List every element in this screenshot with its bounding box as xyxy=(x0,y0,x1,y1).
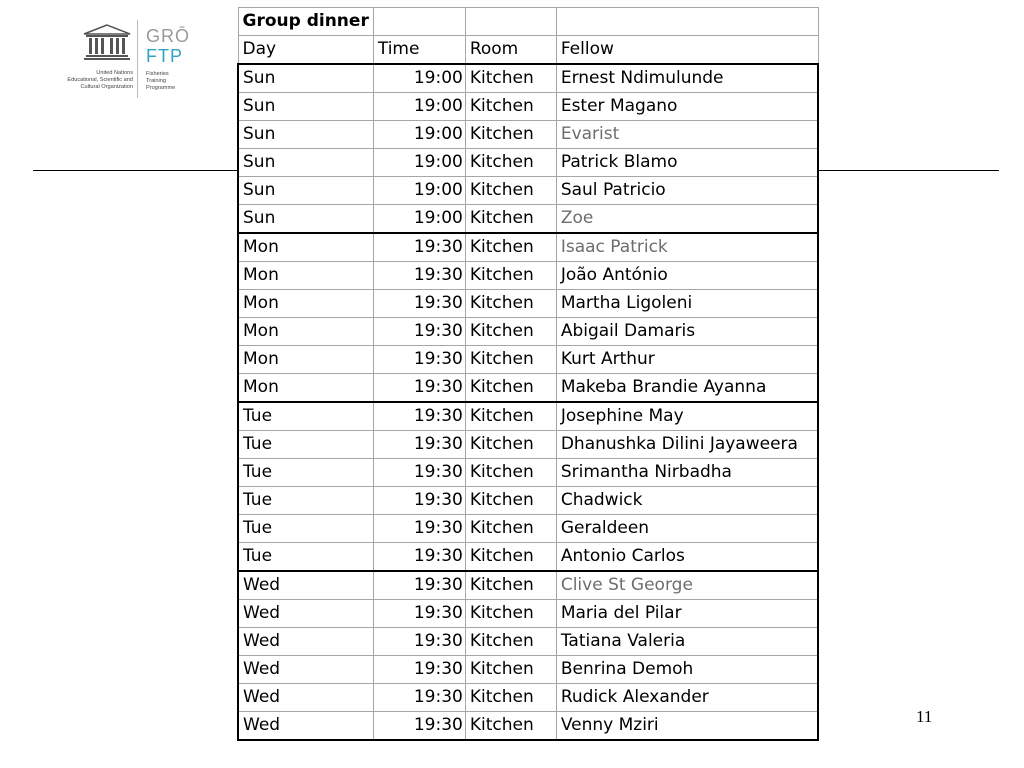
cell-day: Wed xyxy=(238,600,373,628)
cell-room: Kitchen xyxy=(465,459,556,487)
cell-fellow: Geraldeen xyxy=(556,515,818,543)
cell-room: Kitchen xyxy=(465,233,556,262)
cell-room: Kitchen xyxy=(465,431,556,459)
cell-room: Kitchen xyxy=(465,149,556,177)
cell-room: Kitchen xyxy=(465,346,556,374)
cell-fellow: Kurt Arthur xyxy=(556,346,818,374)
table-row xyxy=(238,600,818,628)
cell-room: Kitchen xyxy=(465,515,556,543)
table-row xyxy=(238,374,818,403)
table-row xyxy=(238,459,818,487)
table-row xyxy=(238,487,818,515)
cell-room: Kitchen xyxy=(465,712,556,741)
cell-room: Kitchen xyxy=(465,600,556,628)
cell-fellow: Benrina Demoh xyxy=(556,656,818,684)
cell-day: Mon xyxy=(238,233,373,262)
header-time: Time xyxy=(373,36,465,65)
header-room: Room xyxy=(465,36,556,65)
cell-day: Wed xyxy=(238,656,373,684)
table-row xyxy=(238,177,818,205)
table-row xyxy=(238,121,818,149)
table-row xyxy=(238,93,818,121)
table-row xyxy=(238,402,818,431)
cell-fellow: Antonio Carlos xyxy=(556,543,818,572)
cell-time: 19:30 xyxy=(373,233,465,262)
page-number: 11 xyxy=(916,707,933,726)
cell-fellow: Maria del Pilar xyxy=(556,600,818,628)
cell-room: Kitchen xyxy=(465,487,556,515)
cell-room: Kitchen xyxy=(465,684,556,712)
cell-day: Wed xyxy=(238,628,373,656)
cell-day: Sun xyxy=(238,205,373,234)
cell-time: 19:00 xyxy=(373,205,465,234)
cell-day: Mon xyxy=(238,262,373,290)
cell-fellow: Srimantha Nirbadha xyxy=(556,459,818,487)
cell-fellow: Patrick Blamo xyxy=(556,149,818,177)
cell-room: Kitchen xyxy=(465,177,556,205)
cell-fellow: Evarist xyxy=(556,121,818,149)
logo-divider xyxy=(137,20,138,98)
cell-time: 19:30 xyxy=(373,600,465,628)
cell-time: 19:30 xyxy=(373,487,465,515)
cell-day: Wed xyxy=(238,712,373,741)
cell-time: 19:00 xyxy=(373,121,465,149)
cell-time: 19:30 xyxy=(373,402,465,431)
table-row xyxy=(238,233,818,262)
cell-fellow: Makeba Brandie Ayanna xyxy=(556,374,818,403)
cell-time: 19:30 xyxy=(373,459,465,487)
cell-room: Kitchen xyxy=(465,262,556,290)
gro-line: Fisheries xyxy=(146,71,169,77)
logo-group xyxy=(56,18,196,98)
cell-room: Kitchen xyxy=(465,121,556,149)
table-row xyxy=(238,290,818,318)
table-row xyxy=(238,205,818,234)
cell-day: Tue xyxy=(238,515,373,543)
cell-fellow: Abigail Damaris xyxy=(556,318,818,346)
gro-line: Programme xyxy=(146,85,176,91)
table-row xyxy=(238,628,818,656)
unesco-temple-icon xyxy=(82,24,132,60)
cell-day: Sun xyxy=(238,93,373,121)
cell-time: 19:30 xyxy=(373,571,465,600)
cell-fellow: Dhanushka Dilini Jayaweera xyxy=(556,431,818,459)
empty-cell xyxy=(465,8,556,36)
cell-day: Wed xyxy=(238,684,373,712)
empty-cell xyxy=(373,8,465,36)
cell-day: Wed xyxy=(238,571,373,600)
table-header-row xyxy=(238,36,818,65)
cell-time: 19:30 xyxy=(373,374,465,403)
cell-day: Sun xyxy=(238,177,373,205)
cell-time: 19:30 xyxy=(373,515,465,543)
cell-fellow: Ernest Ndimulunde xyxy=(556,64,818,93)
table-row xyxy=(238,515,818,543)
header-day: Day xyxy=(238,36,373,65)
cell-fellow: Josephine May xyxy=(556,402,818,431)
cell-day: Mon xyxy=(238,318,373,346)
table-row xyxy=(238,571,818,600)
unesco-caption xyxy=(56,70,133,91)
table-row xyxy=(238,262,818,290)
table-row xyxy=(238,64,818,93)
cell-day: Tue xyxy=(238,487,373,515)
cell-fellow: Venny Mziri xyxy=(556,712,818,741)
cell-room: Kitchen xyxy=(465,656,556,684)
cell-room: Kitchen xyxy=(465,64,556,93)
cell-day: Tue xyxy=(238,402,373,431)
cell-fellow: Chadwick xyxy=(556,487,818,515)
cell-fellow: Ester Magano xyxy=(556,93,818,121)
empty-cell xyxy=(556,8,818,36)
cell-time: 19:30 xyxy=(373,431,465,459)
cell-room: Kitchen xyxy=(465,318,556,346)
cell-time: 19:30 xyxy=(373,684,465,712)
header-fellow: Fellow xyxy=(556,36,818,65)
cell-room: Kitchen xyxy=(465,571,556,600)
cell-room: Kitchen xyxy=(465,93,556,121)
table-row xyxy=(238,712,818,741)
cell-time: 19:00 xyxy=(373,93,465,121)
cell-day: Tue xyxy=(238,431,373,459)
cell-time: 19:30 xyxy=(373,628,465,656)
cell-day: Mon xyxy=(238,290,373,318)
table-row xyxy=(238,346,818,374)
cell-time: 19:00 xyxy=(373,149,465,177)
cell-room: Kitchen xyxy=(465,402,556,431)
gro-line: Training xyxy=(146,78,167,84)
unesco-line: United Nations xyxy=(96,70,133,76)
unesco-line: Cultural Organization xyxy=(80,84,133,90)
cell-fellow: Martha Ligoleni xyxy=(556,290,818,318)
cell-room: Kitchen xyxy=(465,628,556,656)
table-row xyxy=(238,318,818,346)
cell-fellow: Saul Patricio xyxy=(556,177,818,205)
cell-time: 19:30 xyxy=(373,543,465,572)
cell-time: 19:30 xyxy=(373,318,465,346)
cell-time: 19:30 xyxy=(373,712,465,741)
cell-room: Kitchen xyxy=(465,290,556,318)
cell-day: Mon xyxy=(238,374,373,403)
table-row xyxy=(238,684,818,712)
unesco-line: Educational, Scientific and xyxy=(67,77,133,83)
table-title-row xyxy=(238,8,818,36)
table-row xyxy=(238,149,818,177)
cell-day: Sun xyxy=(238,149,373,177)
cell-time: 19:30 xyxy=(373,290,465,318)
cell-day: Tue xyxy=(238,459,373,487)
table-row xyxy=(238,543,818,572)
cell-fellow: João António xyxy=(556,262,818,290)
cell-day: Sun xyxy=(238,64,373,93)
table-row xyxy=(238,656,818,684)
cell-time: 19:30 xyxy=(373,346,465,374)
cell-fellow: Clive St George xyxy=(556,571,818,600)
table-title: Group dinner xyxy=(238,8,373,36)
cell-room: Kitchen xyxy=(465,374,556,403)
cell-fellow: Isaac Patrick xyxy=(556,233,818,262)
gro-wordmark: GRŌ xyxy=(146,26,191,46)
cell-time: 19:30 xyxy=(373,262,465,290)
cell-day: Tue xyxy=(238,543,373,572)
ftp-wordmark: FTP xyxy=(146,46,183,66)
cell-fellow: Zoe xyxy=(556,205,818,234)
cell-day: Mon xyxy=(238,346,373,374)
cell-room: Kitchen xyxy=(465,205,556,234)
gro-caption xyxy=(146,71,175,92)
cell-fellow: Rudick Alexander xyxy=(556,684,818,712)
cell-time: 19:00 xyxy=(373,177,465,205)
dinner-schedule-table xyxy=(237,7,819,741)
cell-day: Sun xyxy=(238,121,373,149)
cell-fellow: Tatiana Valeria xyxy=(556,628,818,656)
table-row xyxy=(238,431,818,459)
cell-room: Kitchen xyxy=(465,543,556,572)
cell-time: 19:00 xyxy=(373,64,465,93)
cell-time: 19:30 xyxy=(373,656,465,684)
